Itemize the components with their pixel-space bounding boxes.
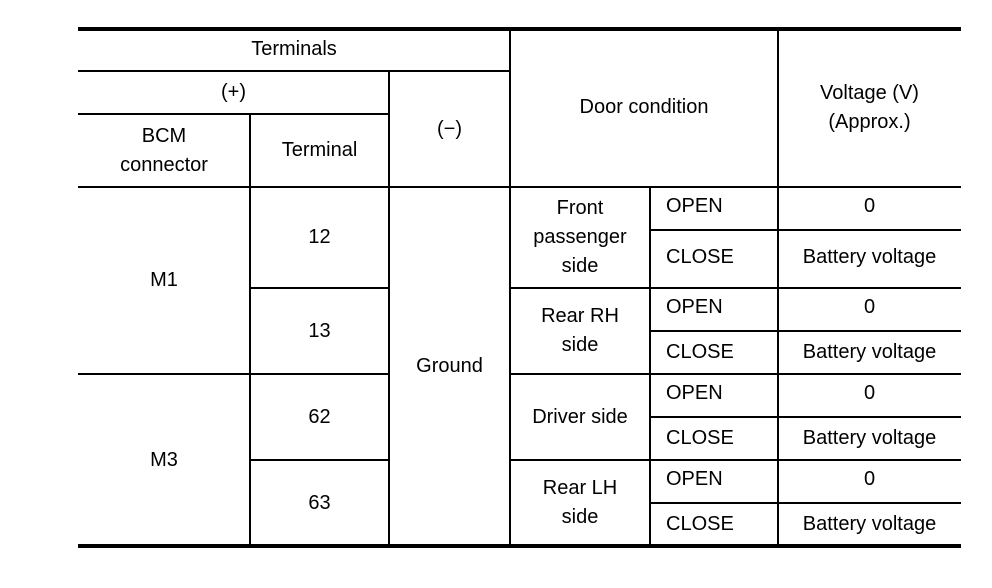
- plus-header: (+): [221, 81, 246, 103]
- door-condition-header: Door condition: [579, 96, 709, 118]
- connector-cell: M1: [150, 269, 178, 291]
- minus-header: (−): [437, 117, 462, 140]
- ground-cell: Ground: [416, 355, 483, 377]
- door-state-cell: OPEN: [666, 296, 723, 318]
- door-state-cell: CLOSE: [666, 513, 734, 535]
- door-name-cell: Rear RH side: [541, 305, 619, 356]
- voltage-cell: 0: [863, 468, 876, 490]
- terminal-header: Terminal: [281, 139, 358, 161]
- voltage-cell: Battery voltage: [802, 245, 937, 268]
- door-state-cell: OPEN: [666, 468, 723, 490]
- voltage-cell: Battery voltage: [802, 427, 937, 449]
- door-state-cell: OPEN: [666, 382, 723, 404]
- door-state-cell: CLOSE: [666, 341, 734, 363]
- door-name-cell: Front passenger side: [533, 197, 627, 277]
- terminal-cell: 12: [308, 226, 331, 248]
- door-name-cell: Driver side: [532, 405, 628, 428]
- terminal-cell: 62: [308, 405, 331, 428]
- terminals-header: Terminals: [251, 38, 337, 60]
- voltage-cell: Battery voltage: [802, 341, 937, 363]
- voltage-cell: Battery voltage: [802, 513, 937, 535]
- voltage-cell: 0: [863, 382, 876, 404]
- bcm-connector-header: BCM connector: [120, 124, 208, 176]
- voltage-header: Voltage (V) (Approx.): [820, 81, 919, 133]
- connector-cell: M3: [150, 448, 178, 471]
- door-state-cell: CLOSE: [666, 245, 734, 268]
- voltage-cell: 0: [863, 296, 876, 318]
- door-state-cell: OPEN: [666, 195, 723, 217]
- door-state-cell: CLOSE: [666, 427, 734, 449]
- terminal-cell: 63: [308, 491, 331, 514]
- door-name-cell: Rear LH side: [542, 477, 618, 528]
- voltage-cell: 0: [863, 195, 876, 217]
- terminal-cell: 13: [308, 319, 331, 342]
